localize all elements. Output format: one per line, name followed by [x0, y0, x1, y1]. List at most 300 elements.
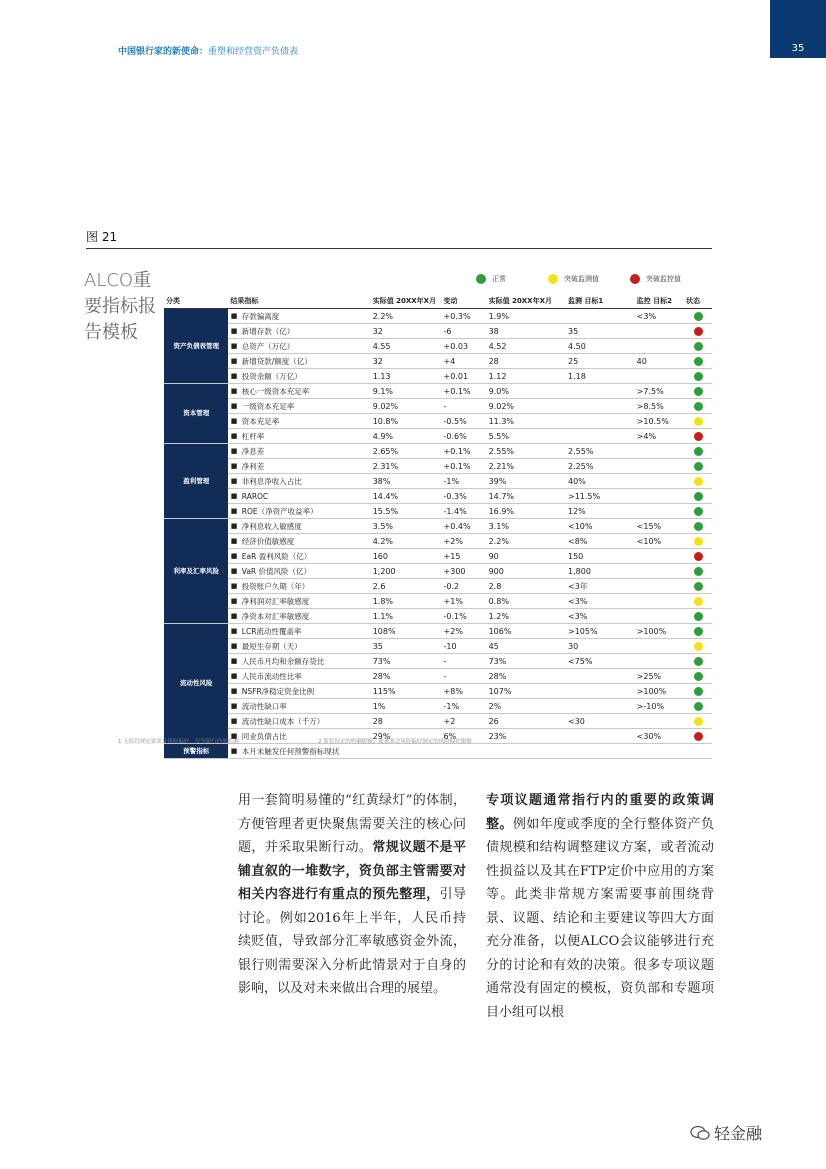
indicator-name: 净利差: [240, 459, 371, 474]
change-value: -0.5%: [442, 414, 487, 429]
status-dot-icon: [694, 717, 703, 726]
indicator-name: 净利息收入敏感度: [240, 519, 371, 534]
change-value: -: [442, 399, 487, 414]
table-row: [164, 504, 712, 519]
table-row: [164, 684, 712, 699]
table-row: [164, 339, 712, 354]
col-control: 监控 目标2: [635, 296, 684, 309]
control-target: [635, 369, 684, 384]
col-category: 分类: [164, 296, 228, 309]
indicator-name: 一级资本充足率: [240, 399, 371, 414]
change-value: -1%: [442, 699, 487, 714]
col-change: 变动: [442, 296, 487, 309]
bullet-icon: ■: [228, 459, 239, 474]
actual-value: 38%: [371, 474, 442, 489]
control-target: [635, 489, 684, 504]
footnote-1: 1 无监管规定要求及风险偏好，仅为银行内部监测: [118, 739, 239, 745]
status-cell: [684, 324, 712, 339]
monitor-target: <3%: [566, 594, 635, 609]
indicator-name: 净资本对汇率敏感度: [240, 609, 371, 624]
monitor-target: [566, 399, 635, 414]
status-dot-icon: [694, 417, 703, 426]
legend-green-label: 正常: [492, 275, 506, 283]
bullet-icon: ■: [228, 384, 239, 399]
status-cell: [684, 654, 712, 669]
left-paragraph-tail: 引导讨论。例如2016年上半年，人民币持续贬值，导致部分汇率敏感资金外流，银行则需要深入分析此情景对于自身的影响，以及对未来做出合理的展望。: [238, 887, 466, 996]
status-cell: [684, 534, 712, 549]
status-dot-icon: [694, 567, 703, 576]
col-monitor: 监测 目标1: [566, 296, 635, 309]
previous-value: 11.3%: [487, 414, 566, 429]
status-cell: [684, 444, 712, 459]
actual-value: 1.13: [371, 369, 442, 384]
actual-value: 32: [371, 324, 442, 339]
change-value: 6%: [442, 729, 487, 744]
red-dot-icon: [630, 274, 640, 284]
table-row: [164, 624, 712, 639]
control-target: [635, 459, 684, 474]
change-value: -0.3%: [442, 489, 487, 504]
indicator-name: EaR 盈利风险（亿）: [240, 549, 371, 564]
table-row: [164, 699, 712, 714]
monitor-target: >11.5%: [566, 489, 635, 504]
change-value: +0.1%: [442, 444, 487, 459]
monitor-target: <30: [566, 714, 635, 729]
previous-value: 1.12: [487, 369, 566, 384]
monitor-target: 25: [566, 354, 635, 369]
monitor-target: >105%: [566, 624, 635, 639]
status-dot-icon: [694, 687, 703, 696]
control-target: [635, 564, 684, 579]
previous-value: 3.1%: [487, 519, 566, 534]
monitor-target: 30: [566, 639, 635, 654]
change-value: +0.01: [442, 369, 487, 384]
figure-title: ALCO重要指标报告模板: [84, 270, 156, 343]
control-target: [635, 594, 684, 609]
monitor-target: [566, 384, 635, 399]
indicator-name: 净息差: [240, 444, 371, 459]
body-column-left: [238, 789, 466, 1001]
bullet-icon: ■: [228, 669, 239, 684]
control-target: >100%: [635, 624, 684, 639]
bullet-icon: ■: [228, 579, 239, 594]
bullet-icon: ■: [228, 609, 239, 624]
previous-value: 9.02%: [487, 399, 566, 414]
status-dot-icon: [694, 462, 703, 471]
status-cell: [684, 489, 712, 504]
control-target: [635, 639, 684, 654]
bullet-icon: ■: [228, 699, 239, 714]
actual-value: 1.1%: [371, 609, 442, 624]
bullet-icon: ■: [228, 309, 239, 324]
monitor-target: [566, 414, 635, 429]
table-row: [164, 399, 712, 414]
status-dot-icon: [694, 507, 703, 516]
status-cell: [684, 624, 712, 639]
body-column-right: [486, 789, 714, 1024]
change-value: +2%: [442, 624, 487, 639]
control-target: [635, 474, 684, 489]
monitor-target: <10%: [566, 519, 635, 534]
previous-value: 5.5%: [487, 429, 566, 444]
indicator-name: 经济价值敏感度: [240, 534, 371, 549]
previous-value: 1.2%: [487, 609, 566, 624]
actual-value: 14.4%: [371, 489, 442, 504]
indicator-name: LCR流动性覆盖率: [240, 624, 371, 639]
monitor-target: [566, 729, 635, 744]
category-cell: 利率及汇率风险: [164, 519, 228, 624]
indicator-name: 杠杆率: [240, 429, 371, 444]
indicator-name: NSFR净稳定资金比例: [240, 684, 371, 699]
monitor-target: 40%: [566, 474, 635, 489]
bullet-icon: ■: [228, 444, 239, 459]
status-dot-icon: [694, 432, 703, 441]
indicator-name: 流动性缺口成本（千万）: [240, 714, 371, 729]
change-value: +0.1%: [442, 459, 487, 474]
legend-yellow-label: 突破监测值: [564, 275, 599, 283]
change-value: +0.4%: [442, 519, 487, 534]
status-cell: [684, 309, 712, 324]
bullet-icon: ■: [228, 354, 239, 369]
status-dot-icon: [694, 312, 703, 321]
bullet-icon: ■: [228, 399, 239, 414]
alco-indicator-table: [164, 296, 712, 759]
bullet-icon: ■: [228, 519, 239, 534]
control-target: [635, 504, 684, 519]
previous-value: 2.55%: [487, 444, 566, 459]
table-row: [164, 474, 712, 489]
status-dot-icon: [694, 582, 703, 591]
status-dot-icon: [694, 612, 703, 621]
monitor-target: [566, 699, 635, 714]
control-target: [635, 714, 684, 729]
status-cell: [684, 549, 712, 564]
status-cell: [684, 609, 712, 624]
change-value: +0.03: [442, 339, 487, 354]
previous-value: 106%: [487, 624, 566, 639]
change-value: -0.2: [442, 579, 487, 594]
table-row: [164, 714, 712, 729]
table-row: [164, 324, 712, 339]
warning-text: 本月未触发任何预警指标现状: [240, 744, 712, 759]
wechat-icon: [690, 1125, 710, 1141]
table-row: [164, 609, 712, 624]
control-target: >100%: [635, 684, 684, 699]
indicator-name: 人民币流动性比率: [240, 669, 371, 684]
indicator-name: VaR 价值风险（亿）: [240, 564, 371, 579]
table-row: [164, 459, 712, 474]
status-cell: [684, 414, 712, 429]
control-target: <30%: [635, 729, 684, 744]
status-cell: [684, 429, 712, 444]
bullet-icon: ■: [228, 324, 239, 339]
legend: [470, 274, 714, 290]
monitor-target: <8%: [566, 534, 635, 549]
control-target: [635, 549, 684, 564]
table-row: [164, 669, 712, 684]
previous-value: 16.9%: [487, 504, 566, 519]
legend-red: [630, 274, 681, 284]
status-dot-icon: [694, 342, 703, 351]
green-dot-icon: [476, 274, 486, 284]
change-value: -0.6%: [442, 429, 487, 444]
actual-value: 3.5%: [371, 519, 442, 534]
status-cell: [684, 669, 712, 684]
previous-value: 107%: [487, 684, 566, 699]
bullet-icon: ■: [228, 729, 239, 744]
indicator-name: 投资余额（万亿）: [240, 369, 371, 384]
actual-value: 28%: [371, 669, 442, 684]
change-value: +300: [442, 564, 487, 579]
previous-value: 28: [487, 354, 566, 369]
control-target: <15%: [635, 519, 684, 534]
yellow-dot-icon: [548, 274, 558, 284]
actual-value: 32: [371, 354, 442, 369]
previous-value: 14.7%: [487, 489, 566, 504]
table-row: [164, 579, 712, 594]
table-row: [164, 519, 712, 534]
watermark-text: 轻金融: [714, 1124, 763, 1143]
change-value: +1%: [442, 594, 487, 609]
monitor-target: 150: [566, 549, 635, 564]
category-cell: 流动性风险: [164, 624, 228, 744]
status-dot-icon: [694, 447, 703, 456]
monitor-target: 2.25%: [566, 459, 635, 474]
status-dot-icon: [694, 732, 703, 741]
actual-value: 10.8%: [371, 414, 442, 429]
col-indicator: 结果指标: [228, 296, 370, 309]
bullet-icon: ■: [228, 369, 239, 384]
control-target: >7.5%: [635, 384, 684, 399]
monitor-target: <3年: [566, 579, 635, 594]
indicator-name: 非利息净收入占比: [240, 474, 371, 489]
previous-value: 1.9%: [487, 309, 566, 324]
status-cell: [684, 564, 712, 579]
table-row: [164, 594, 712, 609]
status-dot-icon: [694, 642, 703, 651]
previous-value: 26: [487, 714, 566, 729]
legend-green: [476, 274, 506, 284]
status-cell: [684, 339, 712, 354]
actual-value: 4.9%: [371, 429, 442, 444]
previous-value: 39%: [487, 474, 566, 489]
actual-value: 2.2%: [371, 309, 442, 324]
control-target: [635, 609, 684, 624]
actual-value: 108%: [371, 624, 442, 639]
monitor-target: [566, 309, 635, 324]
status-dot-icon: [694, 357, 703, 366]
table-row: [164, 564, 712, 579]
bullet-icon: ■: [228, 624, 239, 639]
change-value: +0.3%: [442, 309, 487, 324]
status-dot-icon: [694, 657, 703, 666]
status-cell: [684, 699, 712, 714]
bullet-icon: ■: [228, 744, 239, 759]
status-cell: [684, 684, 712, 699]
change-value: -10: [442, 639, 487, 654]
monitor-target: 12%: [566, 504, 635, 519]
book-title: 中国银行家的新使命：: [118, 47, 209, 57]
indicator-name: RAROC: [240, 489, 371, 504]
previous-value: 900: [487, 564, 566, 579]
indicator-name: ROE（净资产收益率）: [240, 504, 371, 519]
actual-value: 35: [371, 639, 442, 654]
indicator-name: 净利润对汇率敏感度: [240, 594, 371, 609]
monitor-target: [566, 669, 635, 684]
bullet-icon: ■: [228, 684, 239, 699]
legend-yellow: [548, 274, 599, 284]
change-value: +15: [442, 549, 487, 564]
footnote-2: 2 监管设定的明确限额，或董事会风险偏好制定的风险偏好限额: [318, 739, 472, 745]
category-cell: 盈利管理: [164, 444, 228, 519]
indicator-name: 总资产（万亿）: [240, 339, 371, 354]
col-actual: 实际值 20XX年X月: [371, 296, 442, 309]
running-header: [118, 44, 298, 57]
indicator-name: 投资账户久期（年）: [240, 579, 371, 594]
bullet-icon: ■: [228, 339, 239, 354]
status-cell: [684, 714, 712, 729]
bullet-icon: ■: [228, 654, 239, 669]
actual-value: 1%: [371, 699, 442, 714]
monitor-target: 4.50: [566, 339, 635, 354]
status-cell: [684, 384, 712, 399]
status-dot-icon: [694, 537, 703, 546]
monitor-target: [566, 429, 635, 444]
right-paragraph-bold: 专项议题通常指行内的重要的政策调整。: [486, 793, 714, 832]
bullet-icon: ■: [228, 564, 239, 579]
table-row: [164, 369, 712, 384]
status-dot-icon: [694, 387, 703, 396]
change-value: -0.1%: [442, 609, 487, 624]
status-cell: [684, 474, 712, 489]
control-target: <10%: [635, 534, 684, 549]
table-row: [164, 489, 712, 504]
status-cell: [684, 639, 712, 654]
table-row: [164, 354, 712, 369]
bullet-icon: ■: [228, 504, 239, 519]
change-value: -1.4%: [442, 504, 487, 519]
status-dot-icon: [694, 477, 703, 486]
table-body: [164, 309, 712, 759]
actual-value: 4.55: [371, 339, 442, 354]
actual-value: 160: [371, 549, 442, 564]
status-dot-icon: [694, 672, 703, 681]
actual-value: 9.1%: [371, 384, 442, 399]
indicator-name: 人民币月均和余额存贷比: [240, 654, 371, 669]
indicator-name: 新增存款（亿）: [240, 324, 371, 339]
previous-value: 2%: [487, 699, 566, 714]
status-cell: [684, 354, 712, 369]
status-cell: [684, 579, 712, 594]
control-target: [635, 339, 684, 354]
previous-value: 38: [487, 324, 566, 339]
status-cell: [684, 399, 712, 414]
monitor-target: <3%: [566, 609, 635, 624]
actual-value: 115%: [371, 684, 442, 699]
monitor-target: [566, 684, 635, 699]
indicator-name: 流动性缺口率: [240, 699, 371, 714]
control-target: [635, 444, 684, 459]
legend-red-label: 突破监控值: [646, 275, 681, 283]
table-row: [164, 384, 712, 399]
warning-category: 预警指标: [164, 744, 228, 759]
status-dot-icon: [694, 627, 703, 636]
actual-value: 73%: [371, 654, 442, 669]
status-dot-icon: [694, 327, 703, 336]
col-actual-prev: 实际值 20XX年X月: [487, 296, 566, 309]
change-value: +0.1%: [442, 384, 487, 399]
left-paragraph-bold: 常规议题不是平铺直叙的一堆数字，资负部主管需要对相关内容进行有重点的预先整理，: [238, 840, 466, 902]
actual-value: 9.02%: [371, 399, 442, 414]
change-value: +8%: [442, 684, 487, 699]
indicator-name: 同业负债占比: [240, 729, 371, 744]
bullet-icon: ■: [228, 549, 239, 564]
table-row: [164, 639, 712, 654]
previous-value: 23%: [487, 729, 566, 744]
table-row: [164, 654, 712, 669]
watermark: [690, 1121, 762, 1144]
table-row: [164, 429, 712, 444]
actual-value: 2.6: [371, 579, 442, 594]
actual-value: 29%: [371, 729, 442, 744]
figure-label: 图 21: [86, 230, 118, 244]
actual-value: 4.2%: [371, 534, 442, 549]
previous-value: 4.52: [487, 339, 566, 354]
chapter-title: 重塑和经营资产负债表: [208, 47, 299, 57]
status-dot-icon: [694, 402, 703, 411]
previous-value: 0.8%: [487, 594, 566, 609]
bullet-icon: ■: [228, 429, 239, 444]
previous-value: 2.21%: [487, 459, 566, 474]
change-value: +4: [442, 354, 487, 369]
bullet-icon: ■: [228, 714, 239, 729]
bullet-icon: ■: [228, 639, 239, 654]
previous-value: 73%: [487, 654, 566, 669]
control-target: >10.5%: [635, 414, 684, 429]
monitor-target: 1.18: [566, 369, 635, 384]
status-cell: [684, 369, 712, 384]
status-cell: [684, 594, 712, 609]
control-target: [635, 654, 684, 669]
bullet-icon: ■: [228, 414, 239, 429]
status-cell: [684, 459, 712, 474]
monitor-target: 1,800: [566, 564, 635, 579]
control-target: <3%: [635, 309, 684, 324]
actual-value: 2.65%: [371, 444, 442, 459]
bullet-icon: ■: [228, 534, 239, 549]
right-paragraph-tail: 例如年度或季度的全行整体资产负债规模和结构调整建议方案，或者流动性损益以及其在FTP定价中应用的方案等。此类非常规方案需要事前围绕背景、议题、结论和主要建议等四大方面充分准备，以便ALCO会议能够进行充分的讨论和有效的决策。很多专项议题通常没有固定的模板，资负部和专题项目小组可以根: [486, 816, 714, 1020]
previous-value: 28%: [487, 669, 566, 684]
control-target: >-10%: [635, 699, 684, 714]
table-row: [164, 309, 712, 324]
previous-value: 2.8: [487, 579, 566, 594]
monitor-target: 2.55%: [566, 444, 635, 459]
indicator-name: 存款偏离度: [240, 309, 371, 324]
left-paragraph-text: 用一套简明易懂的“红黄绿灯”的体制，方便管理者更快聚焦需要关注的核心问题，并采取果断行动。: [238, 793, 466, 855]
bullet-icon: ■: [228, 489, 239, 504]
warning-row: [164, 744, 712, 759]
category-cell: 资产负债表管理: [164, 309, 228, 384]
previous-value: 9.0%: [487, 384, 566, 399]
control-target: [635, 324, 684, 339]
control-target: >4%: [635, 429, 684, 444]
table-row: [164, 414, 712, 429]
change-value: -: [442, 669, 487, 684]
status-cell: [684, 729, 712, 744]
page-number-box: [770, 0, 826, 58]
control-target: >8.5%: [635, 399, 684, 414]
table-header-row: [164, 296, 712, 309]
